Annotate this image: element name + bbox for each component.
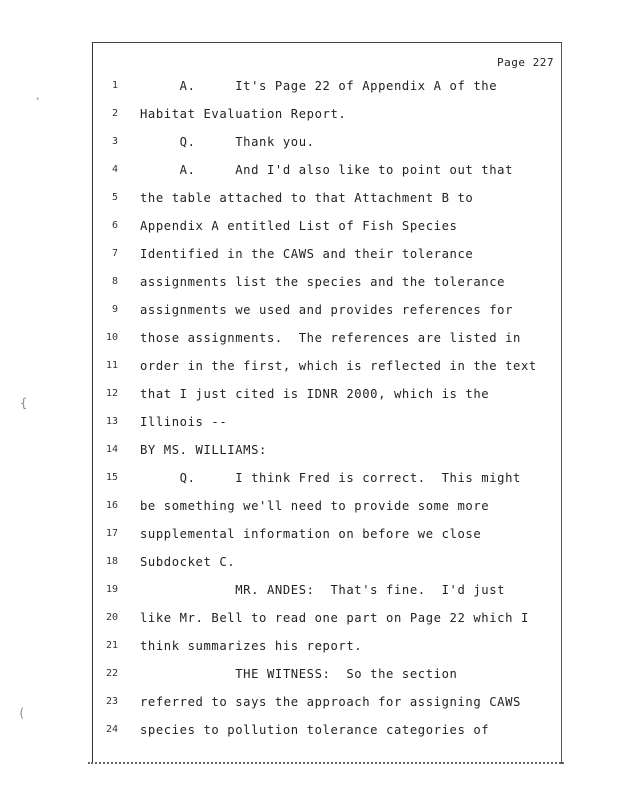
transcript-line: like Mr. Bell to read one part on Page 22 which I xyxy=(140,611,529,625)
line-number: 11 xyxy=(105,360,118,371)
transcript-line: think summarizes his report. xyxy=(140,639,363,653)
transcript-line: Subdocket C. xyxy=(140,555,236,569)
line-number: 3 xyxy=(111,136,118,147)
line-number: 5 xyxy=(111,192,118,203)
transcript-line: assignments we used and provides references for xyxy=(140,303,514,317)
line-number: 2 xyxy=(111,108,118,119)
margin-mark: ( xyxy=(18,706,26,720)
transcript-page-frame xyxy=(92,42,562,764)
line-number: 6 xyxy=(111,220,118,231)
transcript-line: be something we'll need to provide some more xyxy=(140,499,490,513)
transcript-line: A. And I'd also like to point out that xyxy=(140,163,514,177)
line-number: 10 xyxy=(105,332,118,343)
page-bottom-rule xyxy=(88,762,564,764)
transcript-line: Habitat Evaluation Report. xyxy=(140,107,347,121)
line-number: 22 xyxy=(105,668,118,679)
line-number: 9 xyxy=(111,304,118,315)
transcript-line: that I just cited is IDNR 2000, which is the xyxy=(140,387,490,401)
line-number: 17 xyxy=(105,528,118,539)
transcript-line: BY MS. WILLIAMS: xyxy=(140,443,267,457)
page-number: Page 227 xyxy=(497,56,554,69)
margin-mark: { xyxy=(20,396,28,410)
transcript-line: those assignments. The references are listed in xyxy=(140,331,521,345)
line-number: 21 xyxy=(105,640,118,651)
line-number: 4 xyxy=(111,164,118,175)
line-number: 8 xyxy=(111,276,118,287)
transcript-line: order in the first, which is reflected in the text xyxy=(140,359,537,373)
line-number: 13 xyxy=(105,416,118,427)
line-number: 7 xyxy=(111,248,118,259)
transcript-line: Appendix A entitled List of Fish Species xyxy=(140,219,458,233)
line-number: 18 xyxy=(105,556,118,567)
transcript-line: supplemental information on before we close xyxy=(140,527,482,541)
transcript-line: Q. Thank you. xyxy=(140,135,315,149)
transcript-line: Identified in the CAWS and their tolerance xyxy=(140,247,474,261)
line-number: 20 xyxy=(105,612,118,623)
margin-mark: · xyxy=(34,92,42,106)
transcript-line: MR. ANDES: That's fine. I'd just xyxy=(140,583,506,597)
transcript-line: the table attached to that Attachment B to xyxy=(140,191,474,205)
transcript-line: assignments list the species and the tolerance xyxy=(140,275,506,289)
line-number: 23 xyxy=(105,696,118,707)
line-number: 24 xyxy=(105,724,118,735)
transcript-line: Illinois -- xyxy=(140,415,228,429)
line-number: 15 xyxy=(105,472,118,483)
line-number: 14 xyxy=(105,444,118,455)
transcript-line: Q. I think Fred is correct. This might xyxy=(140,471,521,485)
line-number: 12 xyxy=(105,388,118,399)
transcript-line: A. It's Page 22 of Appendix A of the xyxy=(140,79,498,93)
transcript-line: species to pollution tolerance categories of xyxy=(140,723,490,737)
transcript-line: referred to says the approach for assigning CAWS xyxy=(140,695,521,709)
transcript-line: THE WITNESS: So the section xyxy=(140,667,458,681)
line-number: 19 xyxy=(105,584,118,595)
line-number: 1 xyxy=(111,80,118,91)
line-number: 16 xyxy=(105,500,118,511)
